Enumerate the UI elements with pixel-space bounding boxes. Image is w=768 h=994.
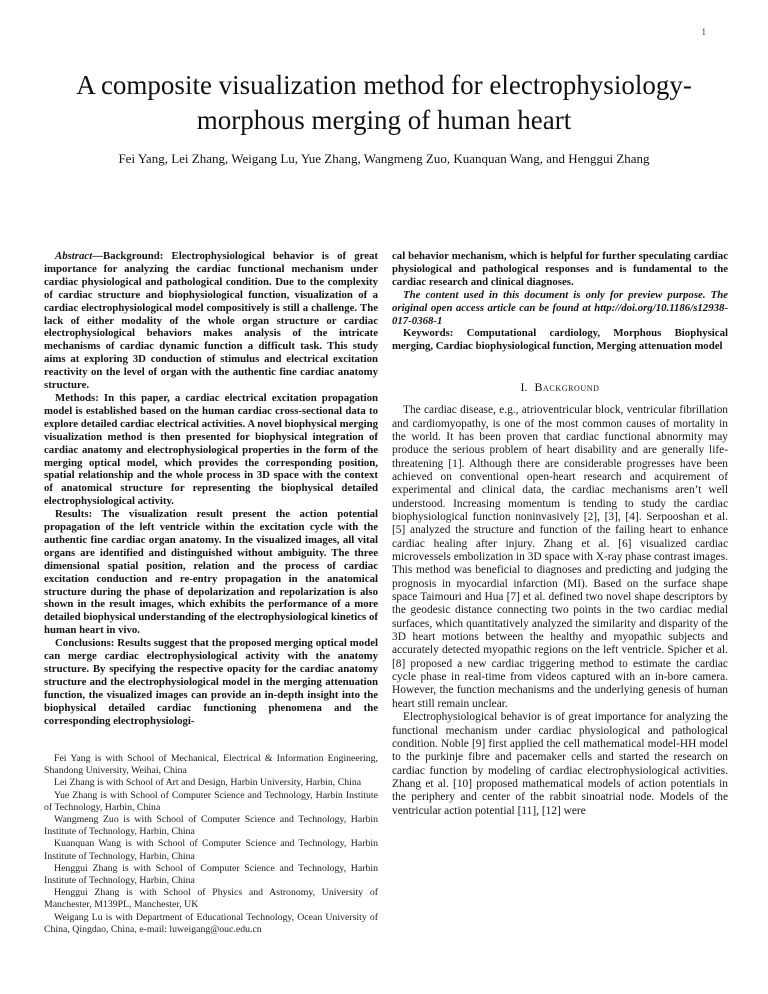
right-column <box>392 250 728 818</box>
authors-line: Fei Yang, Lei Zhang, Weigang Lu, Yue Zhang, Wangmeng Zuo, Kuanquan Wang, and Henggui Zhang <box>118 151 650 166</box>
title-block <box>0 68 768 167</box>
abstract-label: Abstract <box>55 250 93 262</box>
page-number: 1 <box>701 27 706 37</box>
author-affiliations <box>44 753 378 936</box>
section-number: I. <box>520 380 528 395</box>
affiliation-henggui-zhang-manchester: Henggui Zhang is with School of Physics and Astronomy, University of Manchester, M139PL, Manchester, UK <box>44 887 378 911</box>
abstract-paragraph-conclusions: Conclusions: Results suggest that the proposed merging optical model can merge cardiac electrophysiological activity with the anatomy structure. By specifying the respective opacity for the cardiac anatomy structure and the electrophysiological model in the merging attenuation function, the visualized images can provide an in-depth insight into the biophysical detailed cardiac functioning phenomena and the corresponding electrophysiologi- <box>44 637 378 727</box>
abstract-paragraph-methods: Methods: In this paper, a cardiac electrical excitation propagation model is established based on the human cardiac cross-sectional data to explore detailed cardiac electrical activities. A novel biophysical merging visualization method is then presented for biophysical integration of cardiac anatomy and electrophysiological properties in the form of the merging optical model, which provides the corresponding position, spatial relationship and the whole process in 3D space with the context of anatomical structure for representing the biophysical detailed electrophysiological activity. <box>44 391 378 508</box>
paper-title: A composite visualization method for electrophysiology-morphous merging of human heart <box>76 70 692 135</box>
left-column <box>44 250 378 728</box>
affiliation-kuanquan-wang: Kuanquan Wang is with School of Computer Science and Technology, Harbin Institute of Technology, Harbin, China <box>44 838 378 862</box>
background-paragraph-2: Electrophysiological behavior is of great importance for analyzing the functional mechanism under cardiac physiological and pathological condition. Noble [9] first applied the cell mathematical model-HH model to the purkinje fibre and pacemaker cells and started the research on cardiac function by modeling of cardiac electrophysiological activities. Zhang et al. [10] proposed mathematical models of action potentials in the periphery and center of the rabbit sinoatrial node. Models of the ventricular action potential [11], [12] were <box>392 711 728 817</box>
abstract-paragraph-results: Results: The visualization result present the action potential propagation of the left ventricle within the excitation cycle with the authentic fine cardiac organ anatomy. In the visualized images, all vital organs are identified and distinguished without ambiguity. The three dimensional spatial position, relation and the process of cardiac excitation conduction and re-entry propagation in the anatomical structure during the phase of depolarization and repolarization is also shown in the result images, which exhibits the performance of a more detailed biophysical understanding of the electrophysiological kinetics of human heart in vivo. <box>44 508 378 637</box>
affiliation-fei-yang: Fei Yang is with School of Mechanical, Electrical & Information Engineering, Shandong University, Weihai, China <box>44 753 378 777</box>
affiliation-yue-zhang: Yue Zhang is with School of Computer Science and Technology, Harbin Institute of Technology, Harbin, China <box>44 789 378 813</box>
background-paragraph-1: The cardiac disease, e.g., atrioventricular block, ventricular fibrillation and cardiomyopathy, is one of the most common causes of mortality in the world. It has been proven that cardiac functional abnormity may produce the serious problem of heart disability and are generally life-threatening [1]. Although there are considerable progresses have been achieved on conventional open-heart research and acquirement of experimental and clinical data, the cardiac mechanisms aren’t well understood. Increasing momentum is tending to study the cardiac biophysiological function noninvasively [2], [3], [4]. Serpooshan et al. [5] analyzed the structure and function of the failing heart to enhance cardiac healing after injury. Zhang et al. [6] visualized cardiac microvessels embolization in 3D space with X-ray phase contrast images. This method was beneficial to diagnoses and predicting and judging the prognosis in myocardial infarction (MI). Based on the surface shape space Taimouri and Hua [7] et al. defined two novel shape descriptors by the geodesic distance connecting two points in the two cardiac medial surfaces, which quantitatively analyzed the similarity and disparity of the 3D heart motions between the healthy and myopathic subjects and accurately detected myopathic regions on the left ventricle. Spicher et al. [8] proposed a new cardiac triggering method to estimate the cardiac cycle phase in real-time from videos captured with an in-bore camera. However, the function mechanisms and the underlying genesis of human heart still remain unclear. <box>392 404 728 710</box>
affiliation-henggui-zhang-hit: Henggui Zhang is with School of Computer Science and Technology, Harbin Institute of Technology, Harbin, China <box>44 862 378 887</box>
preview-notice: The content used in this document is only for preview purpose. The original open access article can be found at http://doi.org/10.1186/s12938-017-0368-1 <box>392 288 728 327</box>
affiliation-wangmeng-zuo: Wangmeng Zuo is with School of Computer Science and Technology, Harbin Institute of Technology, Harbin, China <box>44 814 378 838</box>
affiliation-weigang-lu: Weigang Lu is with Department of Educational Technology, Ocean University of China, Qingdao, China, e-mail: luweigang@ouc.edu.cn <box>44 911 378 935</box>
affiliation-lei-zhang: Lei Zhang is with School of Art and Design, Harbin University, Harbin, China <box>54 777 362 789</box>
abstract-background-text: —Background: Electrophysiological behavior is of great importance for analyzing the cardiac functional mechanism under cardiac physiological and pathological condition. Due to the complexity of cardiac structure and biophysiological function, visualization of a cardiac electrophysiological model compositively is still a challenge. The lack of either modality of the whole organ structure or cardiac electrophysiological behaviors makes analysis of the intricate mechanisms of cardiac dynamic function a difficult task. This study aims at exploring 3D conduction of stimulus and electrical excitation reactivity on the level of organ with the authentic fine cardiac anatomy structure. <box>44 250 378 392</box>
abstract-paragraph-background <box>44 250 378 392</box>
section-title: Background <box>534 380 600 395</box>
keywords-paragraph: Keywords: Computational cardiology, Morphous Biophysical merging, Cardiac biophysiological function, Merging attenuation model <box>392 327 728 353</box>
abstract-continuation: cal behavior mechanism, which is helpful for further speculating cardiac physiological and pathological responses and is fundamental to the cardiac research and clinical diagnoses. <box>392 250 728 288</box>
section-heading-background <box>392 380 728 395</box>
